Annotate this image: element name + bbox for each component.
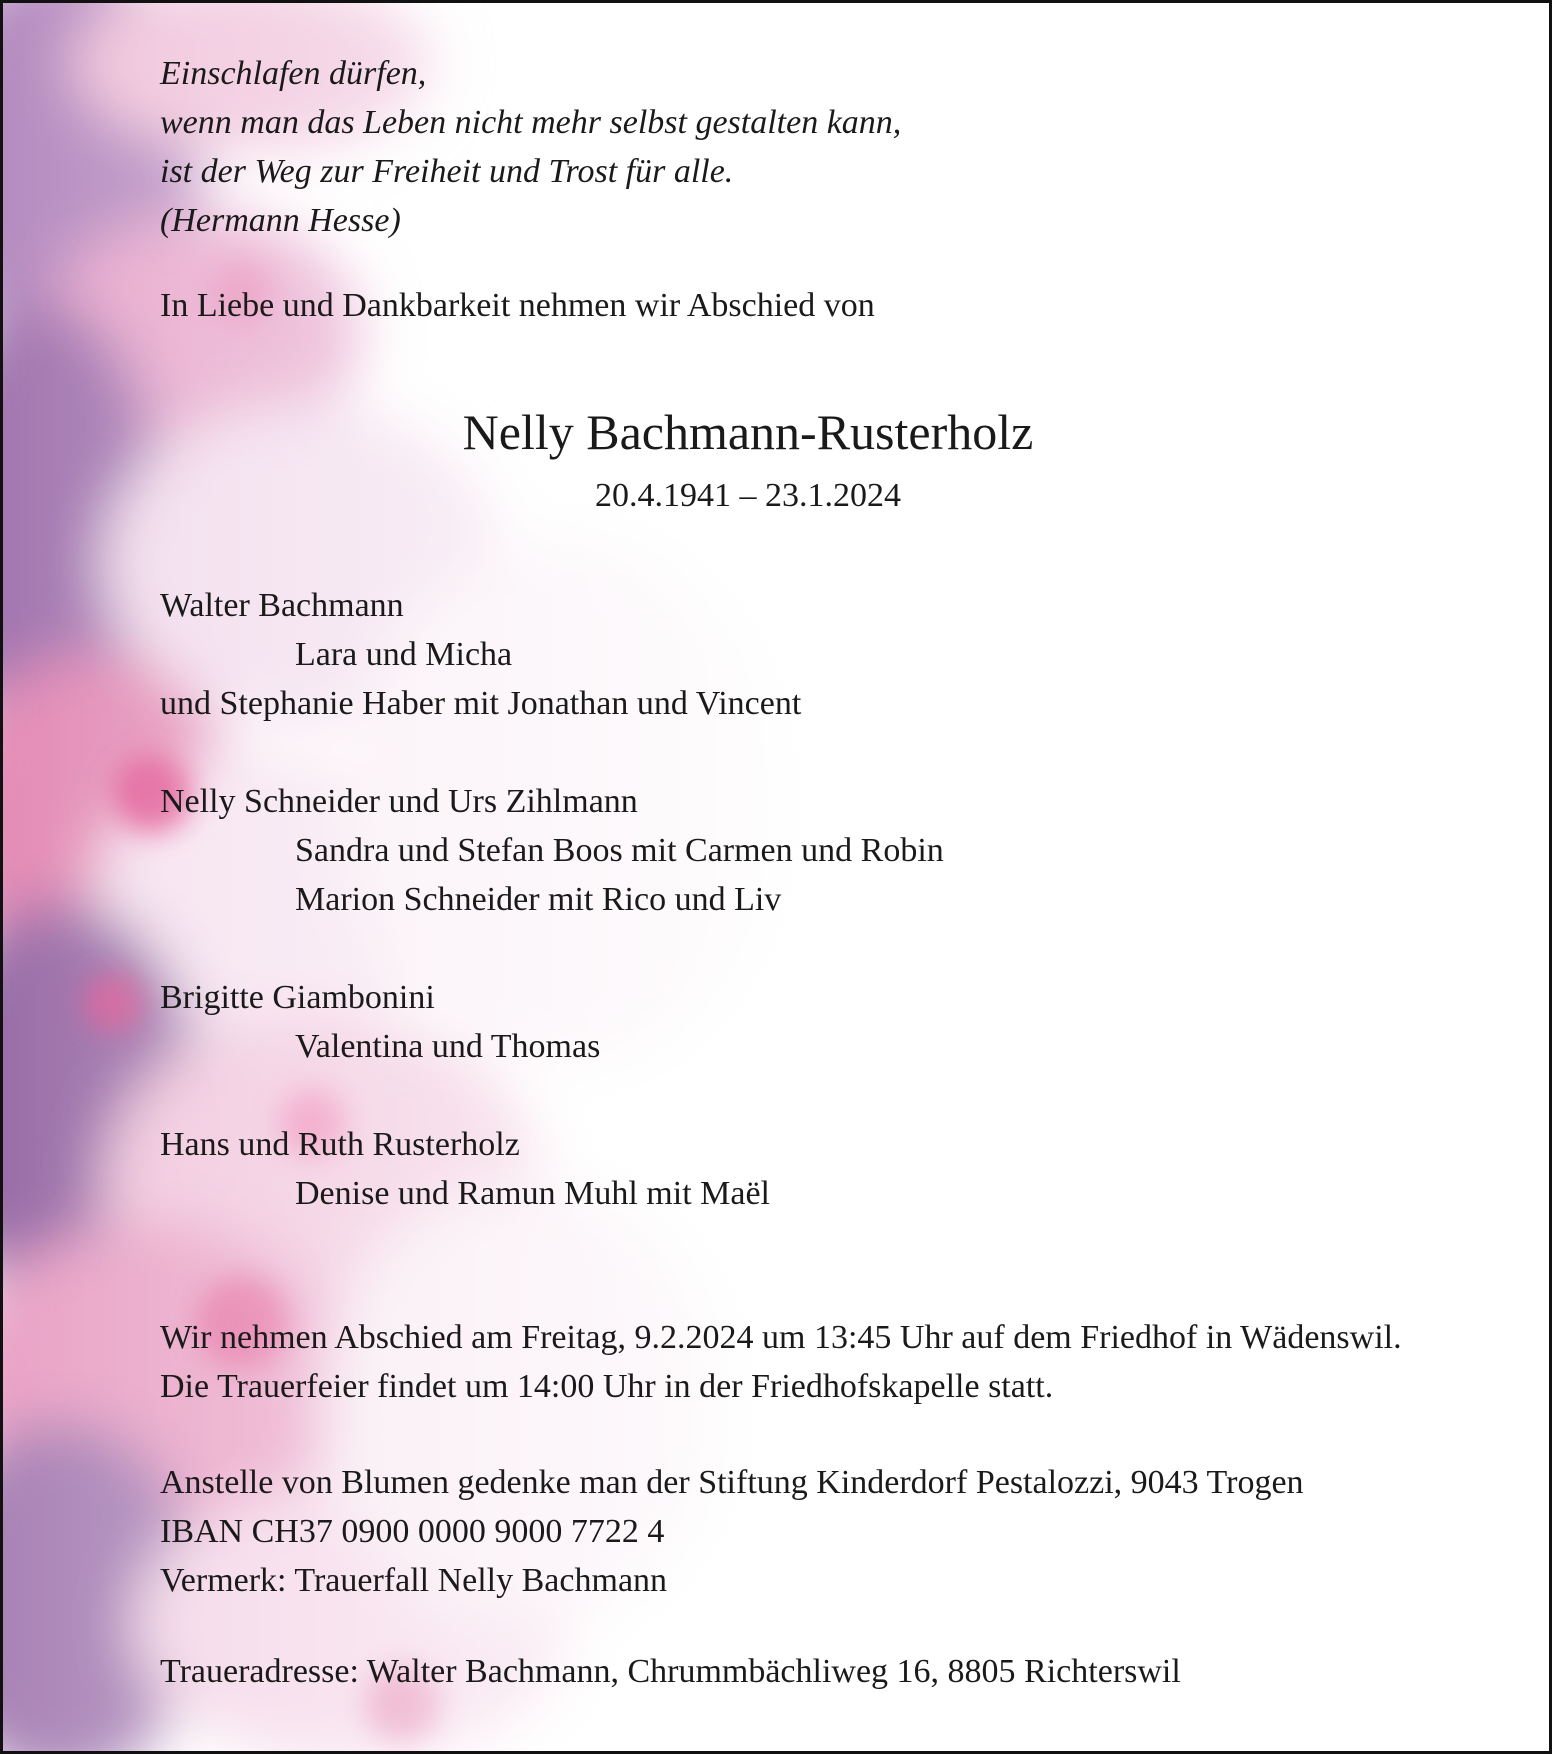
quote-line: ist der Weg zur Freiheit und Trost für alle. [160, 153, 734, 190]
family-member: Denise und Ramun Muhl mit Maël [295, 1175, 771, 1212]
quote-attribution: (Hermann Hesse) [160, 202, 401, 239]
iban: IBAN CH37 0900 0000 9000 7722 4 [160, 1513, 665, 1550]
hesse-quote [160, 49, 901, 245]
ceremony-line: Die Trauerfeier findet um 14:00 Uhr in der Friedhofskapelle statt. [160, 1368, 1054, 1405]
family-extra: und Stephanie Haber mit Jonathan und Vincent [160, 685, 802, 722]
family-head: Hans und Ruth Rusterholz [160, 1126, 520, 1163]
mourners-list [160, 581, 944, 1218]
ceremony-info [160, 1313, 1402, 1411]
family-member: Lara und Micha [295, 636, 513, 673]
donation-info [160, 1458, 1304, 1605]
farewell-intro: In Liebe und Dankbarkeit nehmen wir Abschied von [160, 287, 875, 324]
notice-content [160, 3, 1489, 1751]
donation-line: Anstelle von Blumen gedenke man der Stiftung Kinderdorf Pestalozzi, 9043 Trogen [160, 1464, 1304, 1501]
family-head: Brigitte Giambonini [160, 979, 435, 1016]
ceremony-line: Wir nehmen Abschied am Freitag, 9.2.2024 um 13:45 Uhr auf dem Friedhof in Wädenswil. [160, 1319, 1402, 1356]
donation-note: Vermerk: Trauerfall Nelly Bachmann [160, 1562, 668, 1599]
life-dates: 20.4.1941 – 23.1.2024 [595, 477, 901, 514]
family-member: Marion Schneider mit Rico und Liv [295, 881, 782, 918]
quote-line: wenn man das Leben nicht mehr selbst gestalten kann, [160, 104, 902, 141]
family-member: Sandra und Stefan Boos mit Carmen und Robin [295, 832, 944, 869]
family-head: Nelly Schneider und Urs Zihlmann [160, 783, 638, 820]
family-member: Valentina und Thomas [295, 1028, 601, 1065]
family-head: Walter Bachmann [160, 587, 404, 624]
quote-line: Einschlafen dürfen, [160, 55, 427, 92]
deceased-name: Nelly Bachmann-Rusterholz [462, 404, 1034, 460]
mourning-address: Traueradresse: Walter Bachmann, Chrummbächliweg 16, 8805 Richterswil [160, 1653, 1181, 1690]
